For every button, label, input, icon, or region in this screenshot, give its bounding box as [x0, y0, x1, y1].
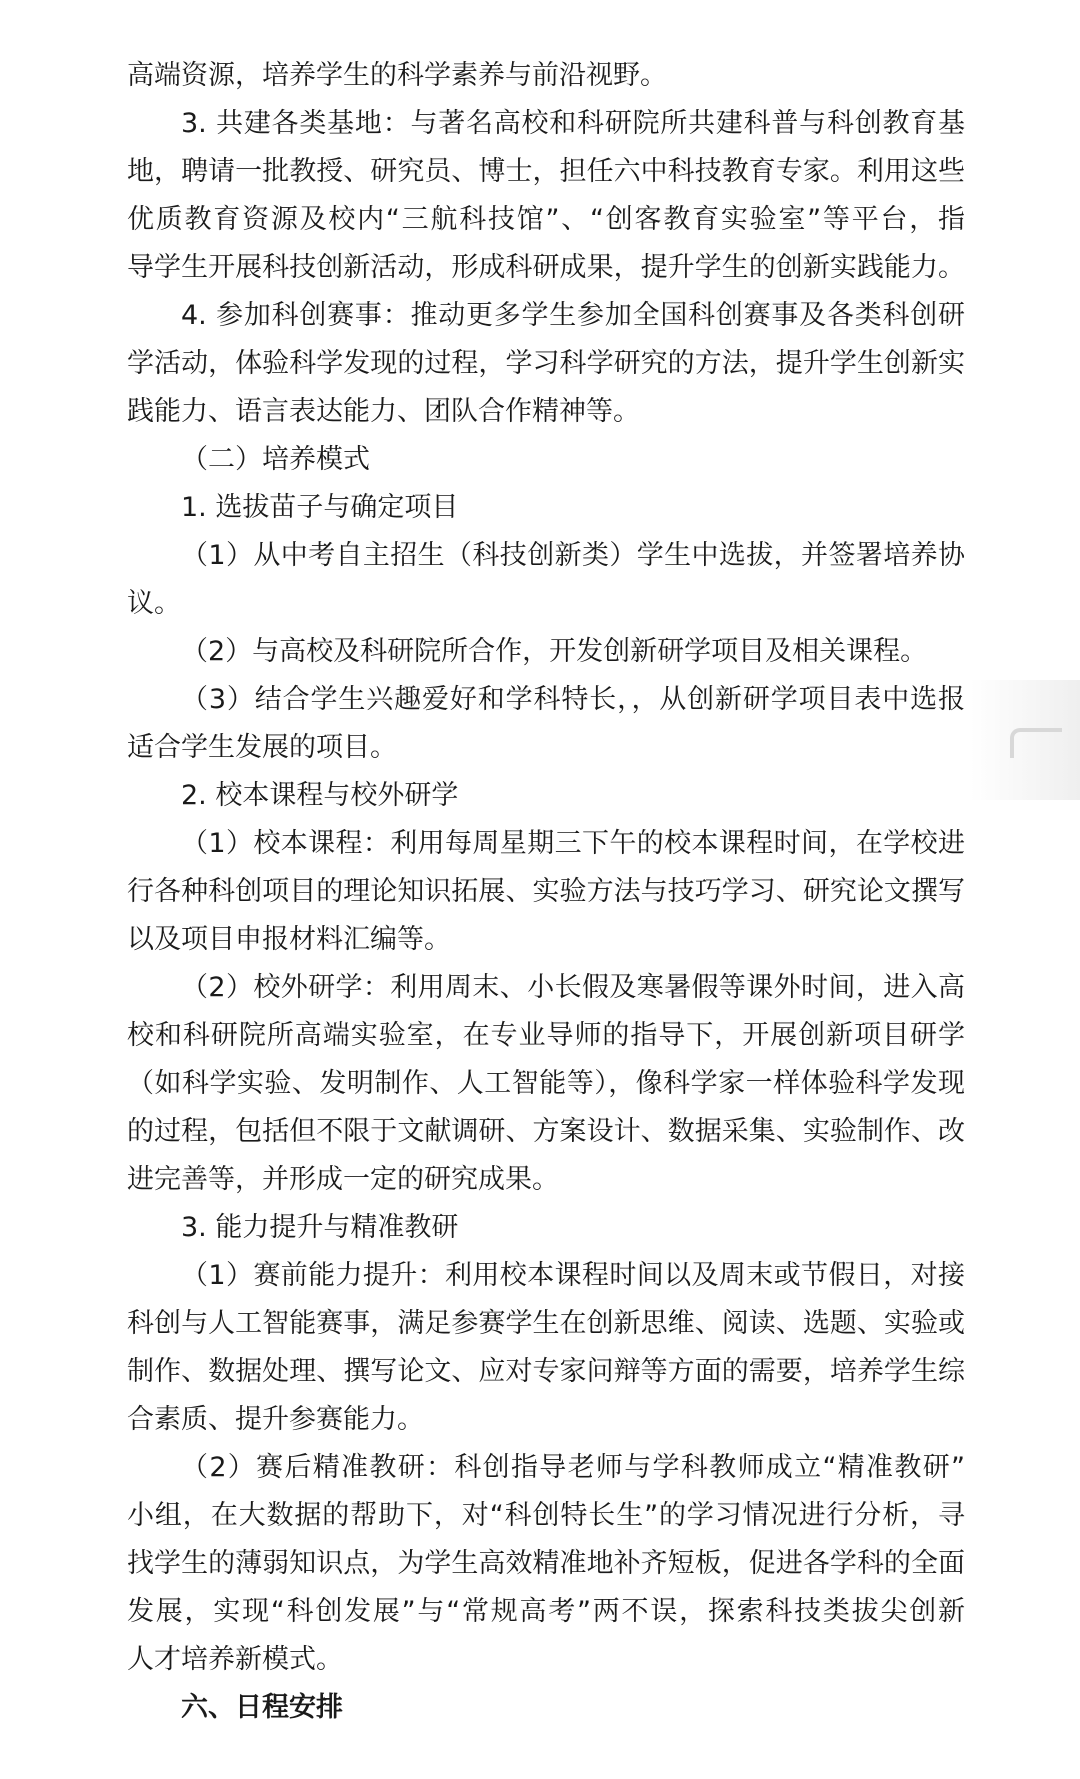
paragraph-line: （1）赛前能力提升：利用校本课程时间以及周末或节假日，对接	[181, 1260, 965, 1291]
paragraph-line: （3）结合学生兴趣爱好和学科特长，，从创新研学项目表中选报	[181, 684, 965, 715]
paragraph-line: （2）赛后精准教研：科创指导老师与学科教师成立“精准教研”	[181, 1452, 965, 1483]
paragraph-line: 地，聘请一批教授、研究员、博士，担任六中科技教育专家。利用这些	[127, 156, 965, 187]
paragraph-line: 小组，在大数据的帮助下，对“科创特长生”的学习情况进行分析，寻	[127, 1500, 965, 1531]
paragraph-line: 进完善等，并形成一定的研究成果。	[127, 1164, 559, 1195]
paragraph-line: 学活动，体验科学发现的过程，学习科学研究的方法，提升学生创新实	[127, 348, 965, 379]
paragraph-line: 科创与人工智能赛事，满足参赛学生在创新思维、阅读、选题、实验或	[127, 1308, 965, 1339]
paragraph-line: 行各种科创项目的理论知识拓展、实验方法与技巧学习、研究论文撰写	[127, 876, 965, 907]
paragraph-line: 合素质、提升参赛能力。	[127, 1404, 424, 1435]
paragraph-line: 校和科研院所高端实验室，在专业导师的指导下，开展创新项目研学	[127, 1020, 965, 1051]
paragraph-line: （2）校外研学：利用周末、小长假及寒暑假等课外时间，进入高	[181, 972, 965, 1003]
paragraph-line: 高端资源，培养学生的科学素养与前沿视野。	[127, 60, 667, 91]
item-heading: 1. 选拔苗子与确定项目	[181, 492, 459, 523]
paragraph-line: 4. 参加科创赛事：推动更多学生参加全国科创赛事及各类科创研	[181, 300, 965, 331]
paragraph-line: 践能力、语言表达能力、团队合作精神等。	[127, 396, 640, 427]
paragraph-line: 议。	[127, 588, 181, 619]
paragraph-line: 适合学生发展的项目。	[127, 732, 397, 763]
section-heading: 六、日程安排	[181, 1692, 343, 1723]
paragraph-line: （2）与高校及科研院所合作，开发创新研学项目及相关课程。	[181, 636, 928, 667]
paragraph-line: 制作、数据处理、撰写论文、应对专家问辩等方面的需要，培养学生综	[127, 1356, 965, 1387]
paragraph-line: 3. 共建各类基地：与著名高校和科研院所共建科普与科创教育基	[181, 108, 965, 139]
item-heading: 2. 校本课程与校外研学	[181, 780, 459, 811]
paragraph-line: 优质教育资源及校内“三航科技馆”、“创客教育实验室”等平台，指	[127, 204, 965, 235]
page-curl-mark	[1010, 728, 1062, 758]
paragraph-line: 的过程，包括但不限于文献调研、方案设计、数据采集、实验制作、改	[127, 1116, 965, 1147]
paragraph-line: 以及项目申报材料汇编等。	[127, 924, 451, 955]
item-heading: 3. 能力提升与精准教研	[181, 1212, 459, 1243]
document-body	[127, 52, 965, 1732]
section-subheading: （二）培养模式	[181, 444, 370, 475]
paragraph-line: 找学生的薄弱知识点，为学生高效精准地补齐短板，促进各学科的全面	[127, 1548, 965, 1579]
paragraph-line: （1）校本课程：利用每周星期三下午的校本课程时间，在学校进	[181, 828, 965, 859]
paragraph-line: 导学生开展科技创新活动，形成科研成果，提升学生的创新实践能力。	[127, 252, 965, 283]
paragraph-line: 人才培养新模式。	[127, 1644, 343, 1675]
paragraph-line: （1）从中考自主招生（科技创新类）学生中选拔，并签署培养协	[181, 540, 965, 571]
paragraph-line: 发展，实现“科创发展”与“常规高考”两不误，探索科技类拔尖创新	[127, 1596, 965, 1627]
paragraph-line: （如科学实验、发明制作、人工智能等），像科学家一样体验科学发现	[127, 1068, 965, 1099]
